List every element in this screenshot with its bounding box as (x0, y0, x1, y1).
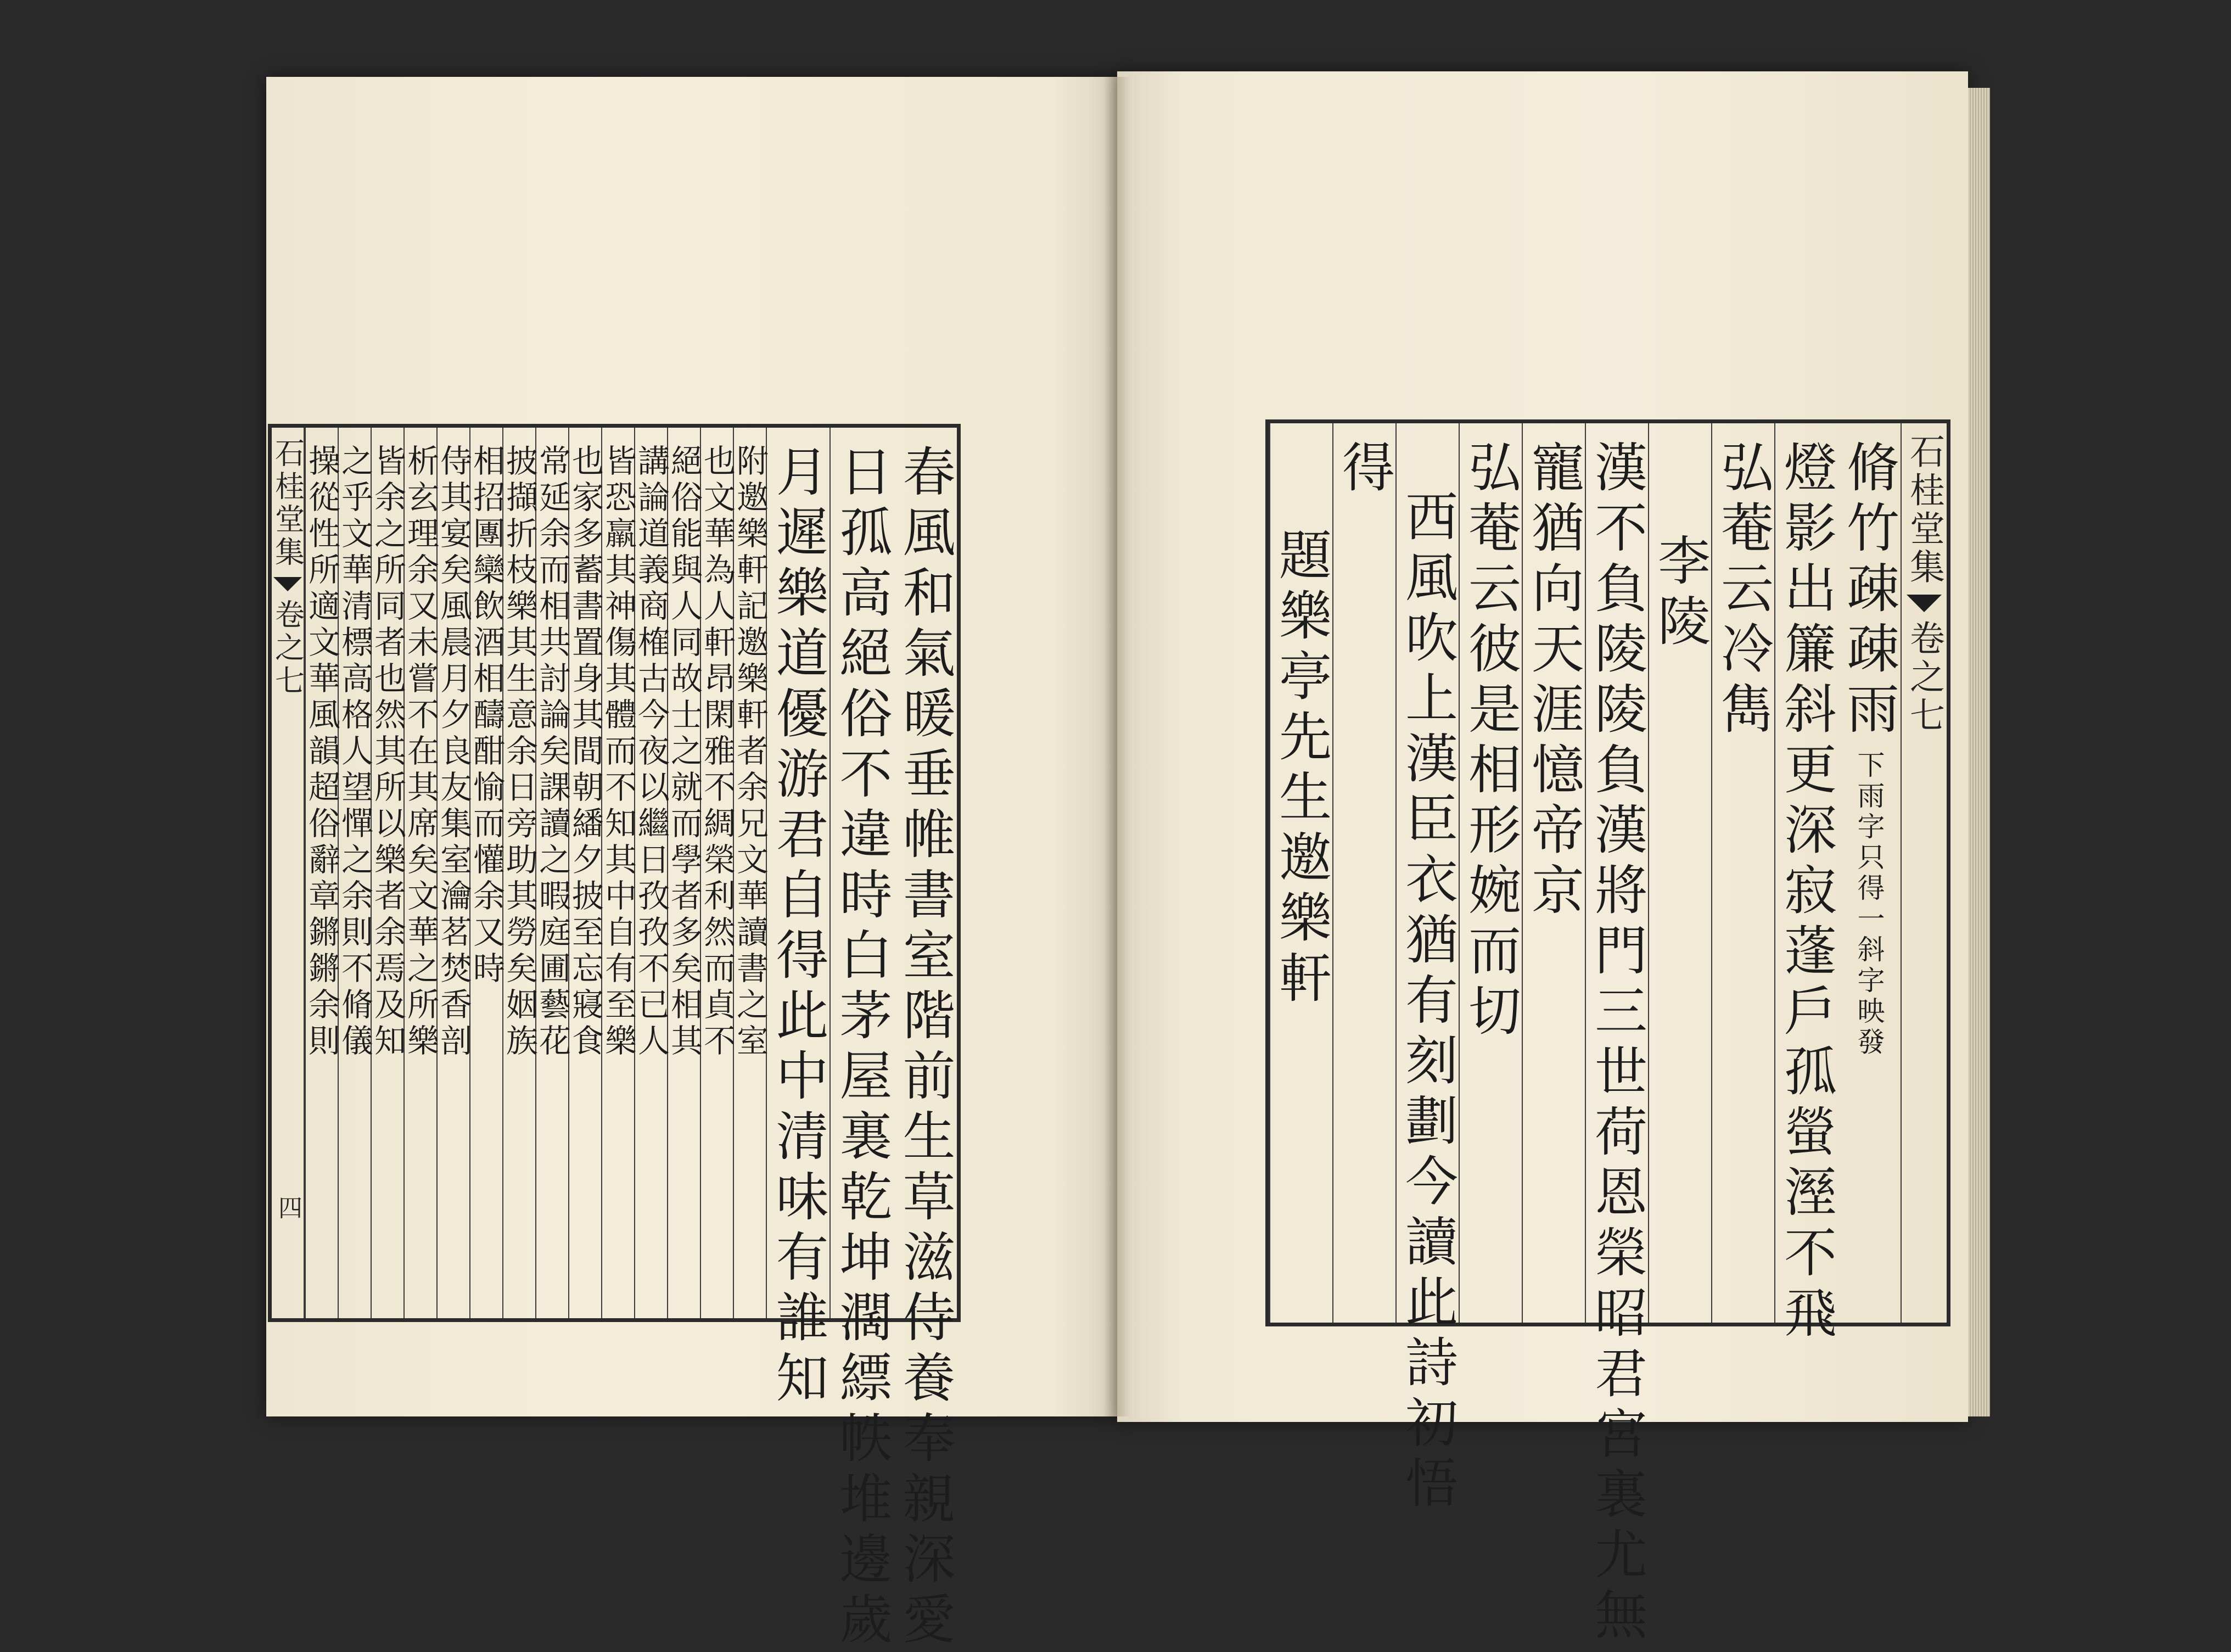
text-column (1459, 423, 1522, 1323)
text-column (829, 428, 893, 1652)
text-column (369, 428, 406, 1318)
fishtail-mark (1907, 595, 1942, 612)
column-text: 弘菴云冷雋 (1712, 440, 1774, 742)
column-text: 絕俗能與人同故士之就而學者多矣相其 (665, 444, 703, 1060)
column-text: 日孤高絕俗不違時白茅屋裏乾坤濶縹帙堆邊歲 (831, 444, 893, 1652)
text-column (1774, 423, 1837, 1346)
text-column (567, 428, 604, 1318)
folio-number: 四 (274, 1195, 302, 1219)
column-text: 附邀樂軒記邀樂軒者余兄文華讀書之室 (731, 444, 769, 1060)
column-text: 操從性所適文華風韻超俗辭章鏘鏘余則 (303, 444, 340, 1060)
column-text: 之乎文華清標高格人望憚之余則不脩儀 (336, 444, 373, 1060)
column-text: 常延余而相共討論矣課讀之暇庭圃藝花 (534, 444, 571, 1060)
text-column (468, 428, 505, 1318)
left-text-frame (268, 424, 961, 1652)
text-column (1332, 423, 1395, 1323)
column-text: 脩竹疎疎雨 (1838, 440, 1900, 742)
column-text: 皆恐羸其神傷其體而不知其中自有至樂 (599, 444, 637, 1060)
volume-label: 卷之七 (1904, 620, 1944, 735)
column-text: 相招團欒飲酒相醻酣愉而懽余又時 (468, 444, 505, 988)
column-text: 講論道義商榷古今夜以繼日孜孜不已人 (632, 444, 670, 1060)
column-text: 弘菴云彼是相形婉而切 (1460, 440, 1522, 1044)
text-column (1585, 423, 1648, 1648)
text-column (698, 428, 736, 1318)
text-column (766, 428, 829, 1410)
column-text: 寵猶向天涯憶帝京 (1523, 440, 1585, 923)
text-column (501, 428, 538, 1318)
text-column (435, 428, 472, 1318)
text-column (1522, 423, 1585, 1323)
volume-label: 卷之七 (270, 599, 305, 698)
text-column (893, 428, 957, 1652)
column-text: 析玄理余又未嘗不在其席矣文華之所樂 (402, 444, 439, 1060)
text-column (1395, 423, 1459, 1516)
text-column (1648, 423, 1711, 1323)
column-text: 西風吹上漢臣衣猶有刻劃今讀此詩初悟 (1397, 489, 1459, 1516)
column-text-continued: 更深寂蓬戶孤螢溼不飛 (1775, 742, 1837, 1346)
column-text: 皆余之所同者也然其所以樂者余焉及知 (369, 444, 406, 1060)
column-text: 侍其宴矣風晨月夕良友集室瀹茗焚香剖 (435, 444, 472, 1060)
text-column (731, 428, 769, 1318)
book-title: 石桂堂集 (1904, 433, 1944, 587)
column-text: 披擷折枝樂其生意余日旁助其勞矣姻族 (501, 444, 538, 1060)
text-column (402, 428, 439, 1318)
text-column (1269, 423, 1332, 1323)
text-column (534, 428, 571, 1318)
column-text: 燈影出簾斜 (1775, 440, 1837, 742)
column-text: 春風和氣暖垂帷書室階前生草滋侍養奉親深愛 (894, 444, 956, 1652)
margin-column (272, 428, 304, 1318)
text-column (665, 428, 703, 1318)
text-column (632, 428, 670, 1318)
book-gutter (1103, 77, 1131, 1416)
commentary-note: 下雨字只得一斜字映發 (1853, 751, 1885, 1058)
right-text-frame (1265, 419, 1950, 1648)
text-column (1711, 423, 1774, 1323)
column-text: 也文華為人軒昂閑雅不綢榮利然而貞不 (698, 444, 736, 1060)
book-title: 石桂堂集 (270, 438, 305, 569)
column-text: 也家多蓄書置身其間朝繙夕披至忘寢食 (567, 444, 604, 1060)
text-column (1837, 423, 1901, 1323)
column-text: 月遲樂道優游君自得此中清味有誰知 (767, 444, 829, 1410)
page-edges (1968, 88, 1990, 1416)
poem-title: 題樂亭先生邀樂軒 (1270, 528, 1332, 1011)
margin-column (1901, 423, 1947, 1323)
column-text: 漢不負陵陵負漢將門三世荷恩榮昭君宮裏尤無 (1586, 440, 1648, 1648)
fishtail-mark (273, 577, 302, 591)
text-column (305, 428, 338, 1318)
column-text: 得 (1333, 440, 1395, 500)
text-column (599, 428, 637, 1318)
text-column (338, 428, 371, 1318)
poem-title: 李陵 (1649, 533, 1711, 654)
